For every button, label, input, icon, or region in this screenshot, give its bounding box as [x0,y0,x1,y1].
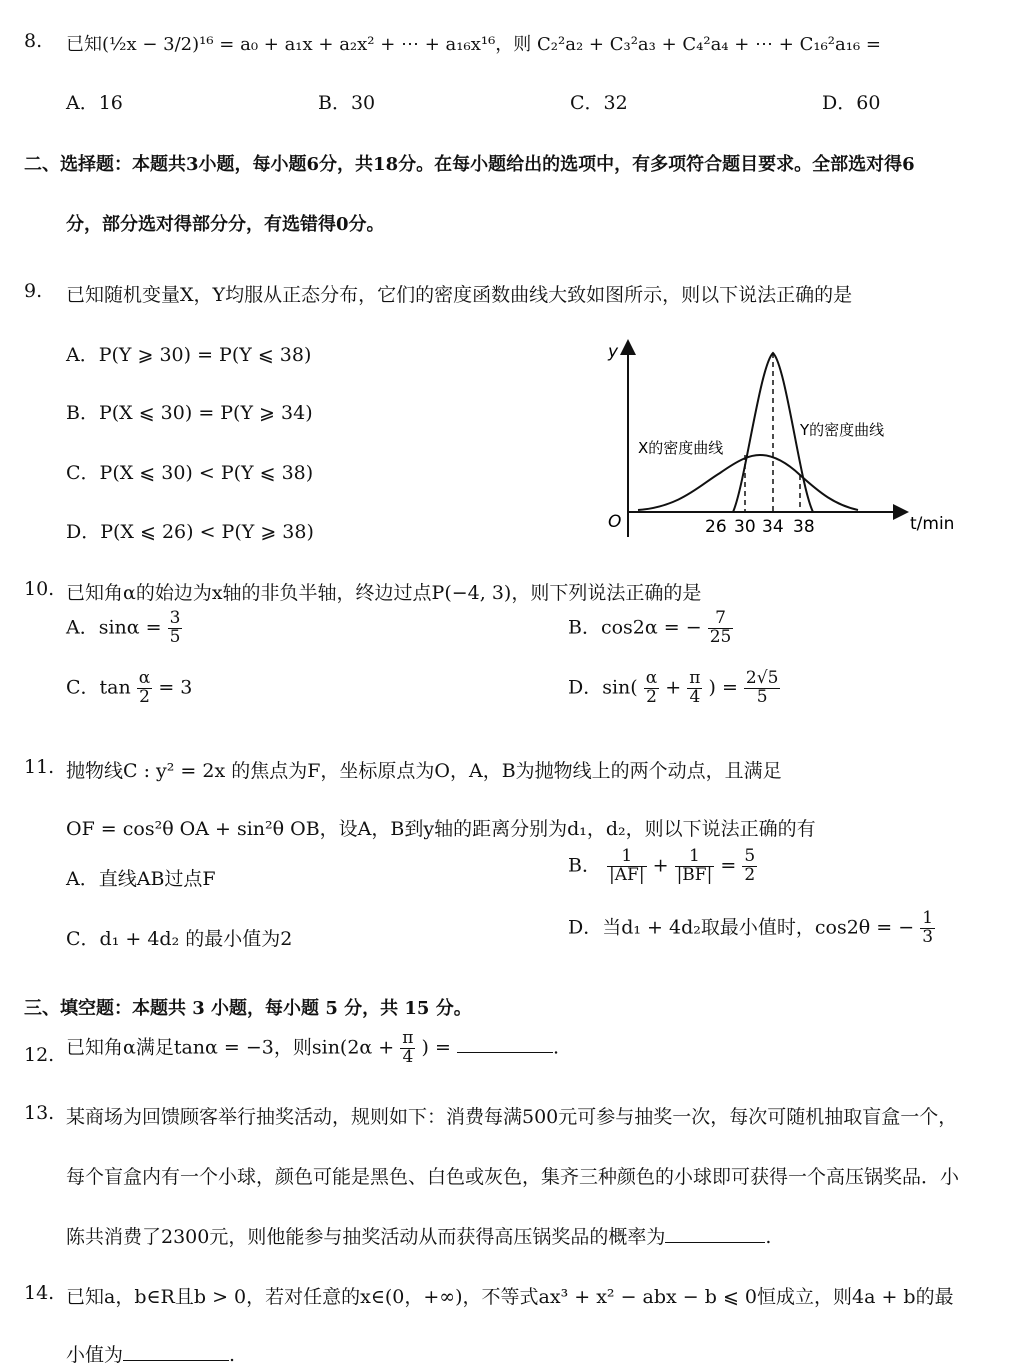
q11-b-plus: + [652,854,669,877]
q14-line-2-text: 小值为 [66,1344,124,1366]
q14-line-2 [66,1340,235,1367]
q11-b-prefix: B． [568,854,601,877]
denominator: 2 [646,686,657,707]
numerator: π [689,668,701,688]
q13-number: 13. [24,1102,55,1124]
q9-option-c: C．P(X ⩽ 30) < P(Y ⩽ 38) [66,462,314,484]
q9-option-d: D．P(X ⩽ 26) < P(Y ⩾ 38) [66,521,314,543]
denominator: 5 [169,626,181,647]
q8-option-d: D．60 [822,92,881,114]
q10-a-prefix: A．sinα = [66,616,162,639]
denominator: 2 [139,686,150,707]
numerator: α [645,668,658,688]
q10-d-equals: ) = [708,676,738,699]
q11-option-c: C．d₁ + 4d₂ 的最小值为2 [66,928,293,950]
q9-option-b: B．P(X ⩽ 30) = P(Y ⩾ 34) [66,402,313,424]
q11-option-b [568,848,757,885]
q11-d-prefix: D．当d₁ + 4d₂取最小值时，cos2θ = − [568,916,915,939]
numerator: α [138,668,151,688]
q11-d-fraction [920,910,935,947]
q10-stem: 已知角α的始边为x轴的非负半轴，终边过点P(−4, 3)，则下列说法正确的是 [66,582,702,604]
q8-option-c: C．32 [570,92,628,114]
q13-answer-blank[interactable] [665,1226,765,1243]
denominator: 4 [402,1046,414,1067]
q14-line-1: 已知a，b∈R且b > 0，若对任意的x∈(0，+∞)，不等式ax³ + x² − abx − b ⩽ 0恒成立，则4a + b的最 [66,1286,954,1308]
q10-c-fraction [137,670,152,707]
q10-c-suffix: = 3 [158,676,193,699]
q13-line-3-text: 陈共消费了2300元，则他能参与抽奖活动从而获得高压锅奖品的概率为 [66,1226,666,1248]
q9-option-a: A．P(Y ⩾ 30) = P(Y ⩽ 38) [66,344,312,366]
q13-line-2: 每个盲盒内有一个小球，颜色可能是黑色、白色或灰色，集齐三种颜色的小球即可获得一个高压锅奖品．小 [66,1166,960,1188]
q11-b-fraction-3 [742,848,757,885]
section2-heading: 二、选择题：本题共3小题，每小题6分，共18分。在每小题给出的选项中，有多项符合题目要求。全部选对得6 [24,154,915,175]
denominator: 25 [709,626,732,647]
q13-line-1: 某商场为回馈顾客举行抽奖活动，规则如下：消费每满500元可参与抽奖一次，每次可随机抽取盲盒一个， [66,1106,958,1128]
q10-d-prefix: D．sin( [568,676,638,699]
q11-option-d [568,910,935,947]
x-unit-label: t/min [910,514,955,534]
q11-b-fraction-1 [607,848,647,885]
denominator: 4 [689,686,701,707]
q8-stem: 已知(½x − 3/2)¹⁶ = a₀ + a₁x + a₂x² + ⋯ + a₁₆x¹⁶，则 C₂²a₂ + C₃²a₃ + C₄²a₄ + ⋯ + C₁₆²a₁₆ = [66,34,881,55]
q9-number: 9. [24,280,43,302]
q8-option-a: A．16 [66,92,123,114]
q10-option-c [66,670,192,707]
q11-stem-1: 抛物线C : y² = 2x 的焦点为F，坐标原点为O，A，B为抛物线上的两个动点，且满足 [66,760,782,782]
numerator: π [402,1028,414,1048]
q10-b-fraction [708,610,734,647]
denominator: |AF| [609,864,645,885]
denominator: 5 [756,686,768,707]
q10-number: 10. [24,578,55,600]
q12-suffix: ) = [421,1036,451,1059]
q10-c-prefix: C．tan [66,676,131,699]
q12-period: . [552,1036,559,1059]
origin-label: O [608,512,622,532]
q11-number: 11. [24,756,55,778]
q8-option-b: B．30 [318,92,376,114]
y-axis-label: y [608,342,619,362]
section3-heading: 三、填空题：本题共 3 小题，每小题 5 分，共 15 分。 [24,998,472,1019]
q9-stem: 已知随机变量X，Y均服从正态分布，它们的密度函数曲线大致如图所示，则以下说法正确的是 [66,284,853,306]
q9-density-figure [600,335,970,545]
tick-34: 34 [762,517,784,537]
q13-period: . [765,1226,772,1248]
q10-option-d [568,670,780,707]
tick-38: 38 [793,517,815,537]
q10-a-fraction [168,610,183,647]
denominator: 2 [744,864,756,885]
x-density-curve [638,455,858,510]
q10-b-prefix: B．cos2α = − [568,616,702,639]
q14-period: . [229,1344,236,1366]
tick-26: 26 [705,517,727,537]
q12-fraction [400,1030,415,1067]
numerator: 5 [744,846,756,866]
q8-number: 8. [24,30,43,52]
q12-number: 12. [24,1044,55,1066]
q12-stem [66,1030,559,1067]
q11-stem-2: OF = cos²θ OA + sin²θ OB，设A，B到y轴的距离分别为d₁，d₂，则以下说法正确的有 [66,818,816,840]
numerator: 1 [607,848,647,867]
numerator: 2√5 [745,668,779,688]
q11-b-fraction-2 [675,848,715,885]
q11-b-equals: = [720,854,737,877]
q12-answer-blank[interactable] [457,1036,553,1053]
q12-prefix: 已知角α满足tanα = −3，则sin(2α + [66,1036,395,1059]
q11-option-a: A．直线AB过点F [66,868,216,890]
section2-heading-cont: 分，部分选对得部分分，有选错得0分。 [66,214,385,235]
q10-d-plus: + [665,676,682,699]
q10-option-a [66,610,182,647]
q13-line-3 [66,1222,771,1249]
q10-d-fraction-2 [687,670,702,707]
denominator: 3 [922,926,934,947]
q14-answer-blank[interactable] [123,1344,229,1361]
q14-number: 14. [24,1282,55,1304]
tick-30: 30 [734,517,756,537]
numerator: 3 [169,608,181,628]
q10-d-fraction-3 [744,670,780,707]
q10-d-fraction-1 [644,670,659,707]
numerator: 1 [922,908,934,928]
numerator: 7 [708,610,734,629]
numerator: 1 [675,848,715,867]
q10-option-b [568,610,733,647]
y-curve-label: Y的密度曲线 [800,421,885,439]
denominator: |BF| [676,864,713,885]
x-curve-label: X的密度曲线 [638,439,724,457]
